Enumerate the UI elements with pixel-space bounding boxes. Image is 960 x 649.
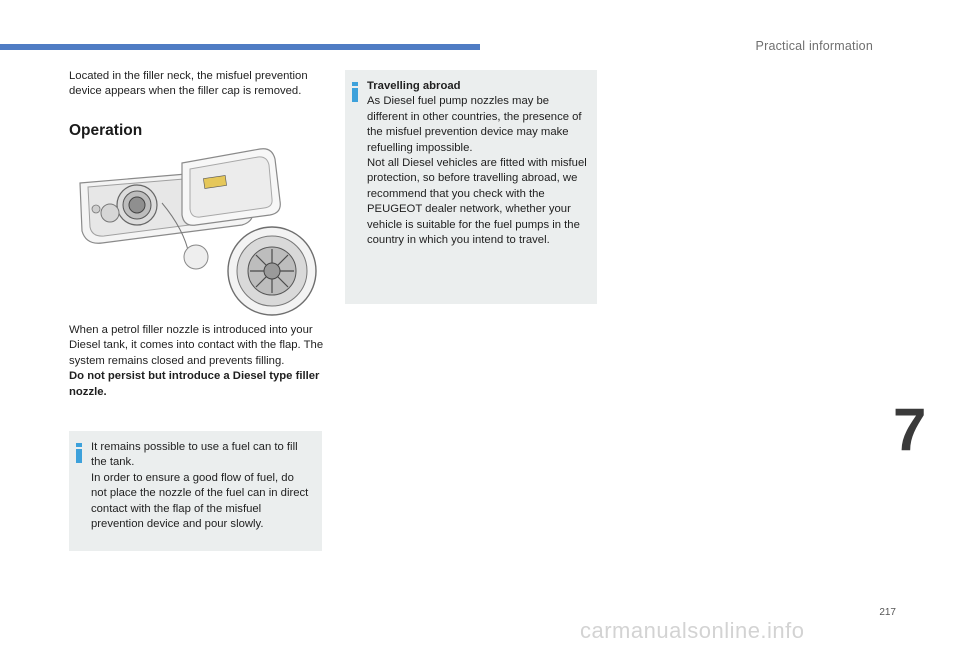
info-icon <box>76 443 82 463</box>
filler-neck-illustration <box>72 143 324 318</box>
fuel-can-line1: It remains possible to use a fuel can to fill the tank. <box>91 441 298 469</box>
page-number: 217 <box>879 607 896 618</box>
info-box-travelling-abroad <box>345 70 597 304</box>
fuel-can-line2: In order to ensure a good flow of fuel, do not place the nozzle of the fuel can in direct contact with the flap of the misfuel prevention device and pour slowly. <box>91 471 309 531</box>
header-accent-bar <box>0 44 480 50</box>
operation-text <box>69 323 325 400</box>
section-title: Practical information <box>755 39 873 53</box>
travelling-abroad-title: Travelling abroad <box>367 80 461 92</box>
operation-heading: Operation <box>69 121 143 139</box>
intro-column <box>69 69 325 140</box>
chapter-number: 7 <box>893 396 927 463</box>
travelling-abroad-para1: As Diesel fuel pump nozzles may be different in other countries, the presence of the misfuel prevention device may make refuelling impossible. <box>367 95 582 154</box>
info-box-fuel-can <box>69 431 322 551</box>
intro-paragraph: Located in the filler neck, the misfuel prevention device appears when the filler cap is removed. <box>69 70 308 98</box>
operation-paragraph: When a petrol filler nozzle is introduced into your Diesel tank, it comes into contact with the flap. The system remains closed and prevents filling. <box>69 324 324 367</box>
watermark: carmanualsonline.info <box>580 618 805 643</box>
travelling-abroad-para2: Not all Diesel vehicles are fitted with misfuel protection, so before travelling abroad, we recommend that you check with the PEUGEOT dealer network, whether your vehicle is suitable for the fuel pumps in the country in which you intend to travel. <box>367 157 587 247</box>
operation-warning: Do not persist but introduce a Diesel type filler nozzle. <box>69 370 320 398</box>
info-icon <box>352 82 358 102</box>
